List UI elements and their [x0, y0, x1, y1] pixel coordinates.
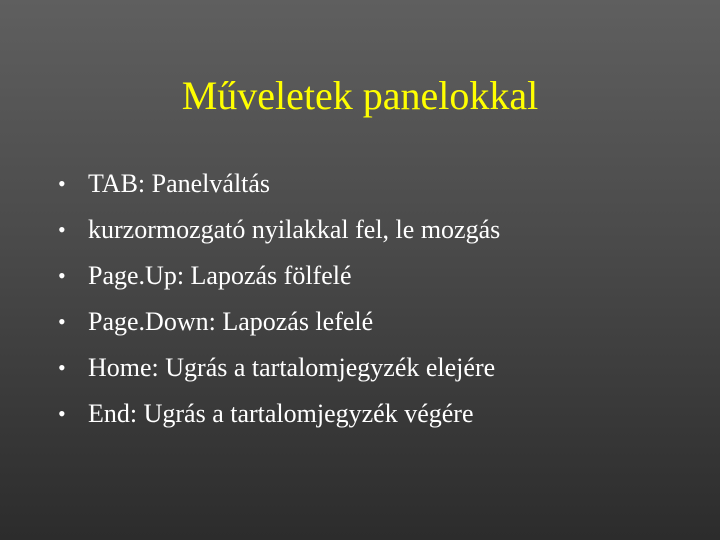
bullet-text-home: Home: Ugrás a tartalomjegyzék elejére — [88, 353, 496, 382]
bullet-icon: • — [58, 309, 66, 334]
bullet-text-page-down: Page.Down: Lapozás lefelé — [88, 307, 374, 336]
bullet-icon: • — [58, 401, 66, 426]
bullet-icon: • — [58, 263, 66, 288]
list-item — [58, 299, 698, 345]
slide-title: Műveletek panelokkal — [181, 73, 539, 118]
bullet-text-arrows: kurzormozgató nyilakkal fel, le mozgás — [88, 215, 501, 244]
bullet-icon: • — [58, 171, 66, 196]
bullet-icon: • — [58, 217, 66, 242]
bullet-text-page-up: Page.Up: Lapozás fölfelé — [88, 261, 352, 290]
list-item — [58, 207, 698, 253]
list-item — [58, 391, 698, 437]
bullet-icon: • — [58, 355, 66, 380]
bullet-list — [58, 161, 698, 437]
list-item — [58, 345, 698, 391]
bullet-text-end: End: Ugrás a tartalomjegyzék végére — [88, 399, 474, 428]
list-item — [58, 253, 698, 299]
list-item — [58, 161, 698, 207]
bullet-text-tab: TAB: Panelváltás — [88, 169, 271, 198]
